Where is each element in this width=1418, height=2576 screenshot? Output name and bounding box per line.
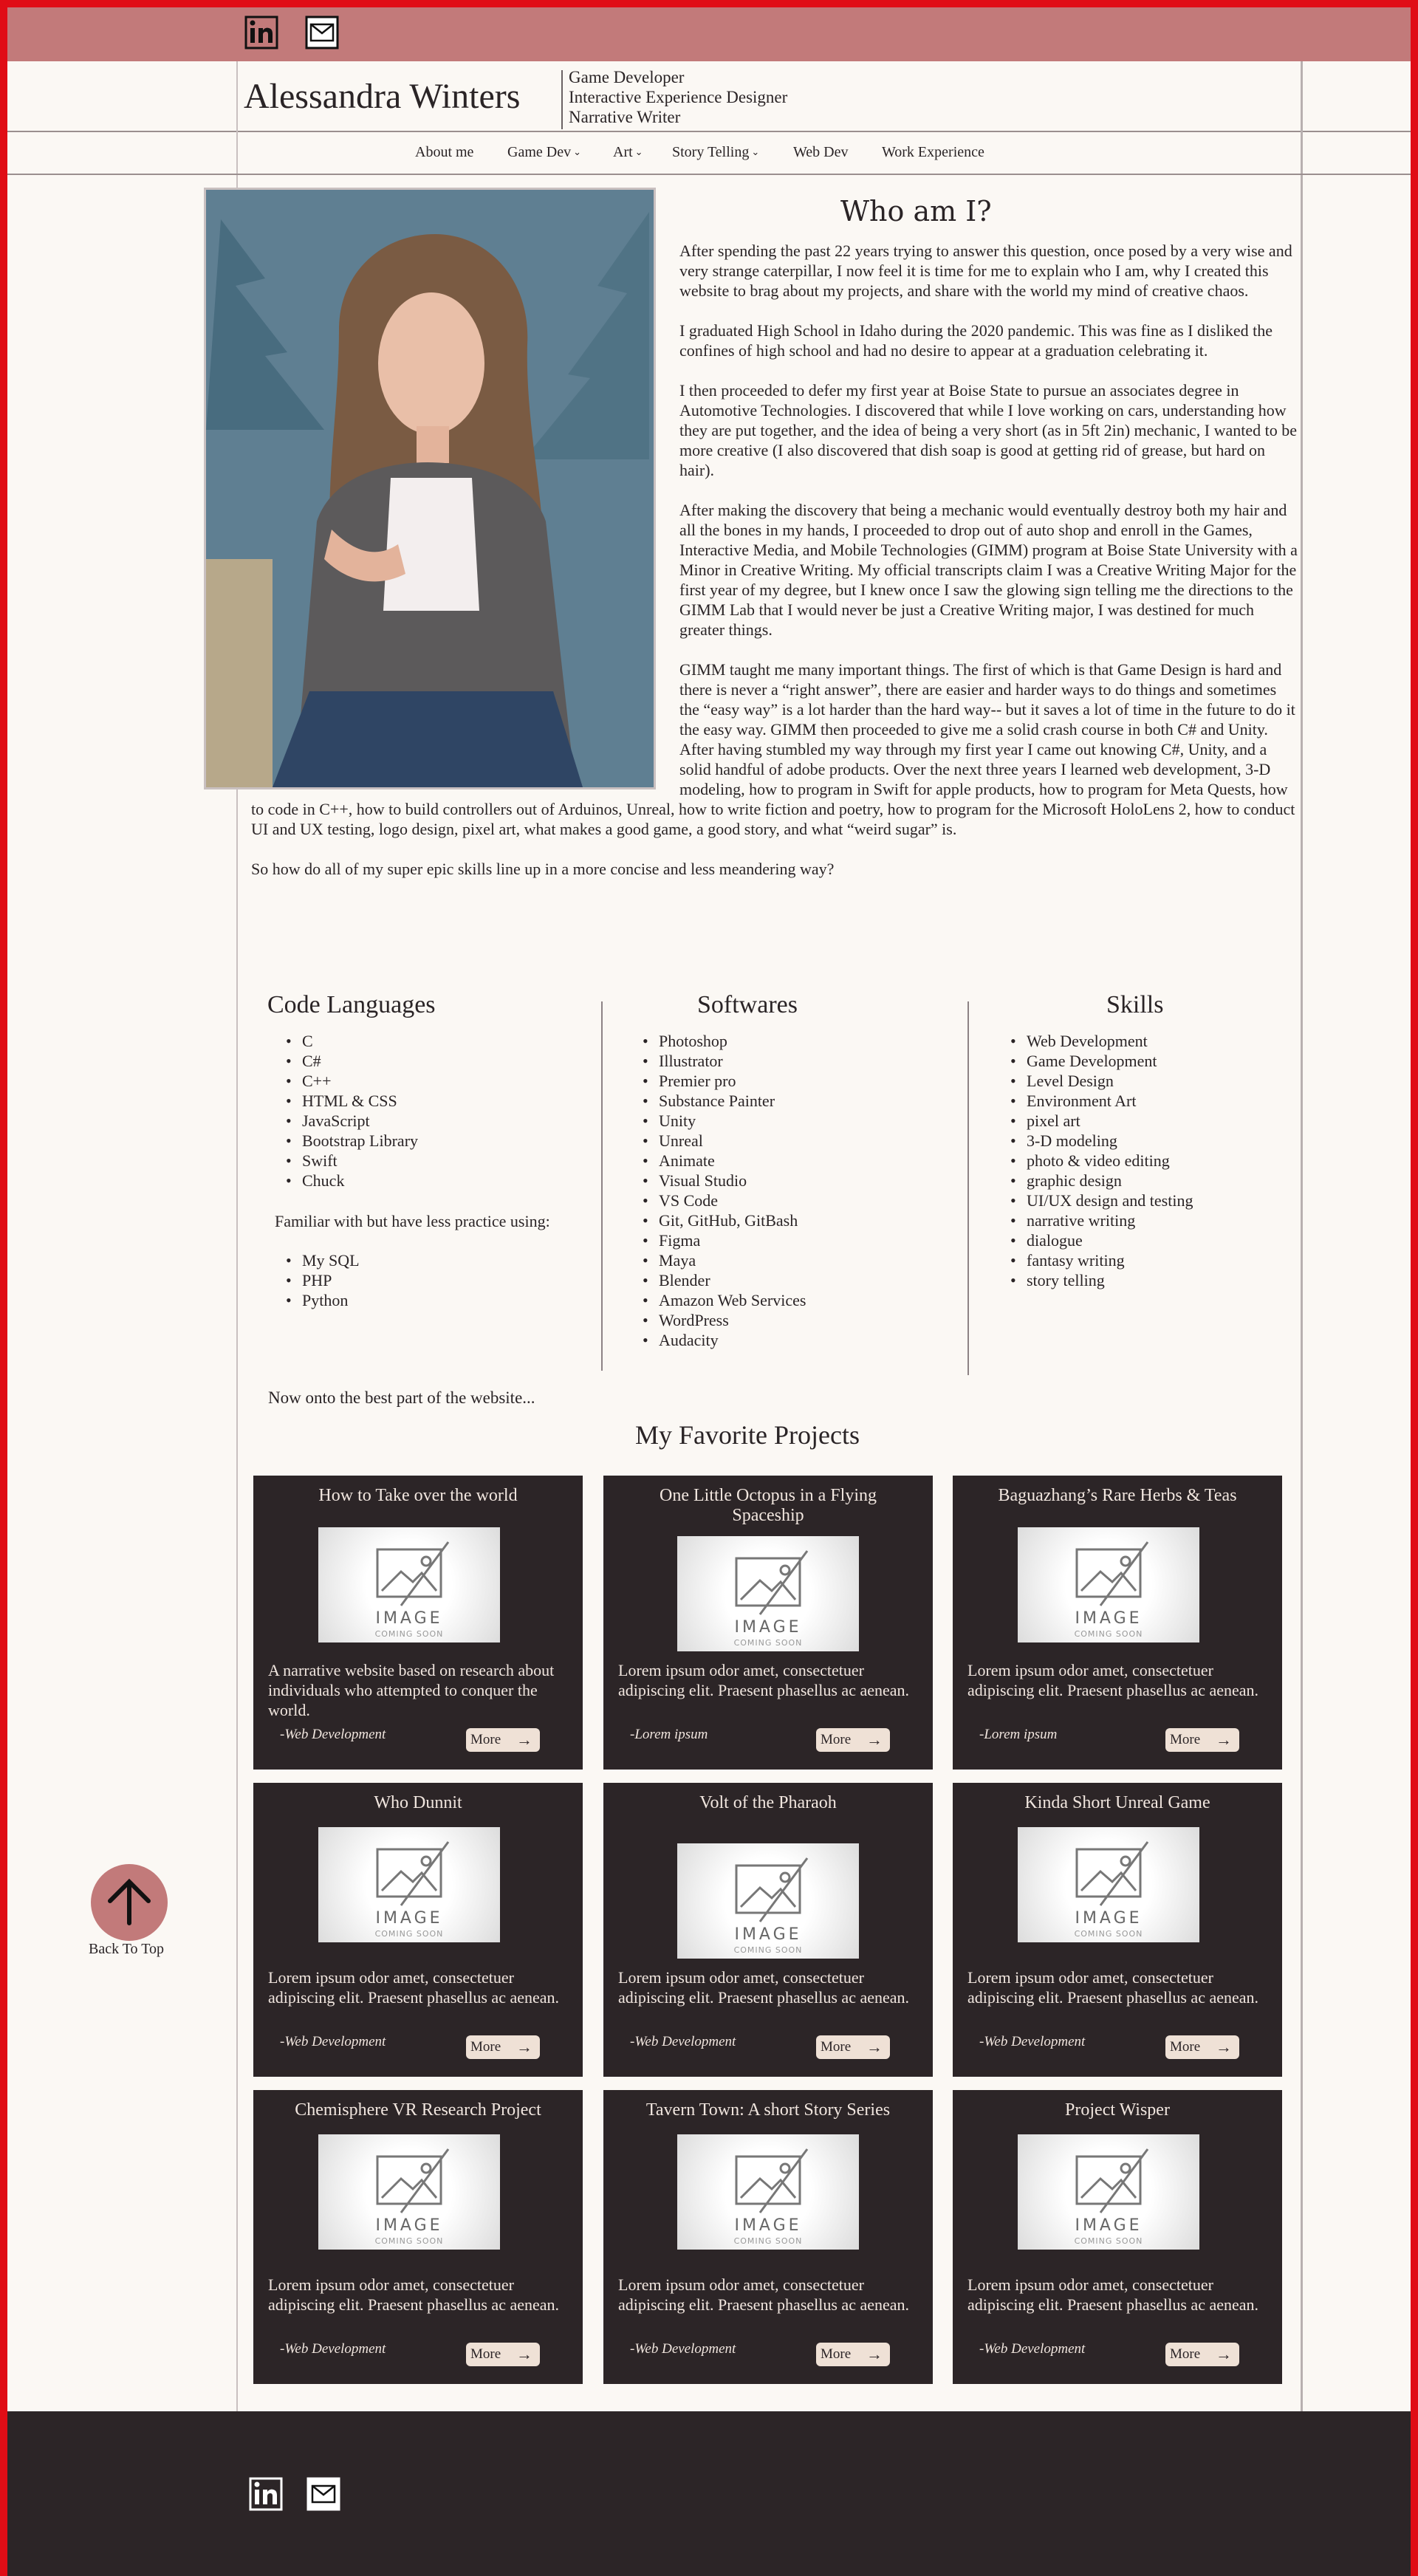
list-item: • Premier pro	[640, 1071, 806, 1091]
skills-title: Skills	[1106, 991, 1164, 1018]
about-body	[251, 241, 1300, 899]
project-card	[953, 1783, 1282, 2077]
more-label: More	[821, 1732, 852, 1747]
chevron-down-icon: ⌄	[751, 146, 760, 157]
image-placeholder	[677, 1843, 859, 1959]
softwares-list	[640, 1031, 806, 1350]
project-category: -Web Development	[979, 2034, 1086, 2049]
list-item: • photo & video editing	[1007, 1151, 1193, 1171]
project-description: Lorem ipsum odor amet, consectetuer adipiscing elit. Praesent phasellus ac aenean.	[967, 1661, 1259, 1699]
photo-spacer	[251, 241, 679, 791]
project-title: Who Dunnit	[374, 1793, 462, 1812]
list-item: • fantasy writing	[1007, 1250, 1193, 1270]
project-description: Lorem ipsum odor amet, consectetuer adipiscing elit. Praesent phasellus ac aenean.	[618, 1968, 910, 2007]
project-category: -Lorem ipsum	[979, 1727, 1058, 1742]
project-card	[253, 1476, 583, 1770]
project-title: How to Take over the world	[318, 1486, 518, 1505]
image-word: IMAGE	[734, 1925, 802, 1944]
more-button[interactable]	[466, 2035, 540, 2059]
list-item: • VS Code	[640, 1191, 806, 1210]
site-footer	[7, 2411, 1411, 2576]
list-item: • Level Design	[1007, 1071, 1193, 1091]
image-sub: COMING SOON	[374, 1929, 444, 1939]
project-title: Tavern Town: A short Story Series	[645, 2100, 891, 2120]
project-card	[953, 2090, 1282, 2384]
site-header	[7, 61, 1411, 132]
project-category: -Lorem ipsum	[630, 1727, 708, 1742]
project-category: -Web Development	[280, 2034, 386, 2049]
header-divider	[561, 70, 563, 129]
project-description: Lorem ipsum odor amet, consectetuer adipiscing elit. Praesent phasellus ac aenean.	[618, 2275, 910, 2314]
more-label: More	[470, 2346, 501, 2362]
project-title: Baguazhang’s Rare Herbs & Teas	[998, 1486, 1237, 1505]
image-word: IMAGE	[734, 2216, 802, 2235]
nav-about[interactable]	[415, 144, 473, 161]
list-item: • Maya	[640, 1250, 806, 1270]
list-item: • 3-D modeling	[1007, 1131, 1193, 1151]
arrow-right-icon: →	[866, 2345, 883, 2363]
list-item: • story telling	[1007, 1270, 1193, 1290]
list-item: • Environment Art	[1007, 1091, 1193, 1111]
back-to-top-button[interactable]	[91, 1864, 168, 1941]
list-item: • dialogue	[1007, 1230, 1193, 1250]
softwares-title: Softwares	[697, 991, 798, 1018]
image-sub: COMING SOON	[374, 2236, 444, 2246]
arrow-right-icon: →	[1216, 1730, 1232, 1749]
nav-story[interactable]	[672, 144, 759, 161]
list-item: • Illustrator	[640, 1051, 806, 1071]
image-word: IMAGE	[1075, 1909, 1143, 1928]
project-category: -Web Development	[630, 2034, 736, 2049]
project-description: A narrative website based on research about individuals who attempted to conquer the world.	[268, 1661, 555, 1719]
more-label: More	[1170, 2039, 1201, 2055]
arrow-right-icon: →	[516, 1730, 532, 1749]
image-placeholder	[318, 1827, 500, 1942]
more-label: More	[1170, 2346, 1201, 2362]
project-card	[603, 1476, 933, 1770]
more-button[interactable]	[1165, 1728, 1239, 1752]
image-placeholder	[318, 1527, 500, 1642]
about-paragraph: After spending the past 22 years trying to answer this question, once posed by a very wise and very strange caterpillar, I now feel it is time for me to explain who I am, why I created this website to brag about my projects, and share with the world my mind of creative chaos.	[679, 242, 1292, 300]
about-paragraph: GIMM taught me many important things. The first of which is that Game Design is hard and there is never a “right answer”, there are easier and harder ways to do things and sometimes the “easy way” is a lot harder than the hard way-- but it saves a lot of time in the future to do it the easy way. GIMM then proceeded to give me a solid crash course in both C# and Unity. After having stumbled my way through my first year I came out knowing C#, Unity, and a solid handful of adobe products. Over the next three years I learned web development, 3-D modeling, how to program in Swift for apple products, how to program for Meta Quests, how to code in C++, how to build controllers out of Arduinos, Unreal, how to write fiction and poetry, how to program for the Microsoft HoloLens 2, how to conduct UI and UX testing, logo design, pixel art, what makes a good game, a good story, and what “weird sugar” is.	[251, 660, 1295, 838]
mail-icon[interactable]	[304, 15, 340, 50]
projects-title: My Favorite Projects	[635, 1420, 860, 1450]
nav-label: About me	[415, 144, 474, 160]
list-item: • narrative writing	[1007, 1210, 1193, 1230]
chevron-down-icon: ⌄	[634, 146, 643, 157]
project-category: -Web Development	[979, 2341, 1086, 2357]
image-word: IMAGE	[375, 2216, 443, 2235]
more-label: More	[1170, 1732, 1201, 1747]
project-description: Lorem ipsum odor amet, consectetuer adipiscing elit. Praesent phasellus ac aenean.	[618, 1661, 910, 1699]
image-sub: COMING SOON	[1074, 2236, 1143, 2246]
image-placeholder	[1018, 1527, 1199, 1642]
image-placeholder	[1018, 2134, 1199, 2250]
image-word: IMAGE	[1075, 2216, 1143, 2235]
more-button[interactable]	[816, 1728, 890, 1752]
about-paragraph: After making the discovery that being a mechanic would eventually destroy both my hair and all the bones in my hands, I proceeded to drop out of auto shop and enroll in the Games, Interactive Media, and Mobile Technologies (GIMM) program at Boise State University with a Minor in Creative Writing. My official transcripts claim I was a Creative Writing Major for the first year of my degree, but I knew once I saw the glowing sign telling me the directions to the GIMM Lab that I would never be just a Creative Writing major, I was destined for much greater things.	[679, 501, 1298, 639]
familiar-list	[283, 1250, 360, 1310]
more-button[interactable]	[816, 2343, 890, 2366]
image-word: IMAGE	[734, 1618, 802, 1637]
main-nav	[7, 134, 1411, 175]
nav-label: Story Telling	[672, 144, 750, 160]
arrow-up-icon	[91, 1864, 168, 1941]
list-item: • Photoshop	[640, 1031, 806, 1051]
list-item: • Git, GitHub, GitBash	[640, 1210, 806, 1230]
code-languages-list	[283, 1031, 418, 1191]
image-placeholder	[318, 2134, 500, 2250]
arrow-right-icon: →	[866, 2038, 883, 2056]
skills-list	[1007, 1031, 1193, 1290]
list-item: • Substance Painter	[640, 1091, 806, 1111]
arrow-right-icon: →	[516, 2038, 532, 2056]
code-languages-title: Code Languages	[267, 991, 436, 1018]
list-item: • C	[283, 1031, 418, 1051]
arrow-right-icon: →	[866, 1730, 883, 1749]
mail-icon[interactable]	[306, 2476, 341, 2512]
list-item: • Figma	[640, 1230, 806, 1250]
more-label: More	[470, 2039, 501, 2055]
image-placeholder	[677, 1536, 859, 1651]
project-description: Lorem ipsum odor amet, consectetuer adipiscing elit. Praesent phasellus ac aenean.	[268, 2275, 560, 2314]
image-word: IMAGE	[375, 1909, 443, 1928]
list-item: • Audacity	[640, 1330, 806, 1350]
list-item: • Swift	[283, 1151, 418, 1171]
list-item: • C++	[283, 1071, 418, 1091]
image-placeholder	[677, 2134, 859, 2250]
project-title: Chemisphere VR Research Project	[295, 2100, 541, 2120]
role-item: Interactive Experience Designer	[569, 88, 788, 106]
project-title: Kinda Short Unreal Game	[1024, 1793, 1210, 1812]
nav-art[interactable]	[613, 144, 643, 161]
list-item: • Amazon Web Services	[640, 1290, 806, 1310]
list-item: • UI/UX design and testing	[1007, 1191, 1193, 1210]
project-category: -Web Development	[280, 2341, 386, 2357]
list-item: • PHP	[283, 1270, 360, 1290]
nav-label: Work Experience	[882, 144, 984, 160]
more-button[interactable]	[466, 2343, 540, 2366]
column-divider	[601, 1001, 603, 1371]
more-button[interactable]	[466, 1728, 540, 1752]
column-divider	[967, 1001, 969, 1375]
project-card	[603, 1783, 933, 2077]
project-category: -Web Development	[630, 2341, 736, 2357]
role-list	[569, 67, 787, 127]
about-title: Who am I?	[840, 195, 992, 227]
nav-webdev[interactable]	[793, 144, 848, 161]
more-button[interactable]	[1165, 2035, 1239, 2059]
project-card	[253, 1783, 583, 2077]
project-title: Volt of the Pharaoh	[699, 1793, 837, 1812]
linkedin-icon[interactable]	[248, 2476, 284, 2512]
project-card	[603, 2090, 933, 2384]
role-item: Narrative Writer	[569, 108, 681, 126]
image-sub: COMING SOON	[733, 1945, 803, 1955]
arrow-right-icon: →	[1216, 2345, 1232, 2363]
list-item: • WordPress	[640, 1310, 806, 1330]
arrow-right-icon: →	[1216, 2038, 1232, 2056]
linkedin-icon[interactable]	[244, 15, 279, 50]
project-card	[953, 1476, 1282, 1770]
more-label: More	[821, 2346, 852, 2362]
list-item: • Chuck	[283, 1171, 418, 1191]
nav-label: Game Dev	[507, 144, 572, 160]
about-paragraph: I then proceeded to defer my first year at Boise State to pursue an associates degree in Automotive Technologies. I discovered that while I love working on cars, understanding how they are put together, and the idea of being a very short (as in 5ft 2in) mechanic, I wanted to be more creative (I also discovered that dish soap is good at getting rid of grease, but hard on hair).	[679, 381, 1298, 479]
list-item: • Bootstrap Library	[283, 1131, 418, 1151]
list-item: • Unreal	[640, 1131, 806, 1151]
list-item: • Unity	[640, 1111, 806, 1131]
list-item: • Visual Studio	[640, 1171, 806, 1191]
familiar-label: Familiar with but have less practice using:	[275, 1212, 550, 1230]
project-description: Lorem ipsum odor amet, consectetuer adipiscing elit. Praesent phasellus ac aenean.	[967, 1968, 1259, 2007]
image-word: IMAGE	[375, 1609, 443, 1628]
nav-label: Art	[613, 144, 633, 160]
list-item: • Python	[283, 1290, 360, 1310]
list-item: • Animate	[640, 1151, 806, 1171]
image-sub: COMING SOON	[733, 1638, 803, 1648]
more-button[interactable]	[1165, 2343, 1239, 2366]
list-item: • My SQL	[283, 1250, 360, 1270]
image-placeholder	[1018, 1827, 1199, 1942]
list-item: • Web Development	[1007, 1031, 1193, 1051]
list-item: • graphic design	[1007, 1171, 1193, 1191]
project-description: Lorem ipsum odor amet, consectetuer adipiscing elit. Praesent phasellus ac aenean.	[268, 1968, 560, 2007]
more-label: More	[821, 2039, 852, 2055]
site-name: Alessandra Winters	[244, 77, 521, 116]
image-sub: COMING SOON	[1074, 1629, 1143, 1639]
chevron-down-icon: ⌄	[573, 146, 581, 157]
about-paragraph: I graduated High School in Idaho during the 2020 pandemic. This was fine as I disliked the confines of high school and had no desire to appear at a graduation celebrating it.	[679, 321, 1273, 360]
project-title: Project Wisper	[1065, 2100, 1170, 2120]
project-title: One Little Octopus in a Flying Spaceship	[660, 1486, 877, 1525]
more-button[interactable]	[816, 2035, 890, 2059]
list-item: • JavaScript	[283, 1111, 418, 1131]
project-description: Lorem ipsum odor amet, consectetuer adipiscing elit. Praesent phasellus ac aenean.	[967, 2275, 1259, 2314]
nav-work[interactable]	[882, 144, 984, 161]
list-item: • pixel art	[1007, 1111, 1193, 1131]
image-sub: COMING SOON	[374, 1629, 444, 1639]
image-word: IMAGE	[1075, 1609, 1143, 1628]
role-item: Game Developer	[569, 68, 685, 86]
list-item: • Game Development	[1007, 1051, 1193, 1071]
projects-intro: Now onto the best part of the website...	[268, 1388, 535, 1407]
more-label: More	[470, 1732, 501, 1747]
image-sub: COMING SOON	[1074, 1929, 1143, 1939]
social-bar	[7, 7, 1411, 61]
content-border-right	[1301, 61, 1303, 2411]
nav-gamedev[interactable]	[507, 144, 581, 161]
about-paragraph: So how do all of my super epic skills line up in a more concise and less meandering way?	[251, 860, 835, 878]
list-item: • C#	[283, 1051, 418, 1071]
list-item: • HTML & CSS	[283, 1091, 418, 1111]
project-category: -Web Development	[280, 1727, 386, 1742]
back-to-top-label: Back To Top	[89, 1941, 165, 1957]
arrow-right-icon: →	[516, 2345, 532, 2363]
nav-label: Web Dev	[793, 144, 849, 160]
image-sub: COMING SOON	[733, 2236, 803, 2246]
list-item: • Blender	[640, 1270, 806, 1290]
project-card	[253, 2090, 583, 2384]
